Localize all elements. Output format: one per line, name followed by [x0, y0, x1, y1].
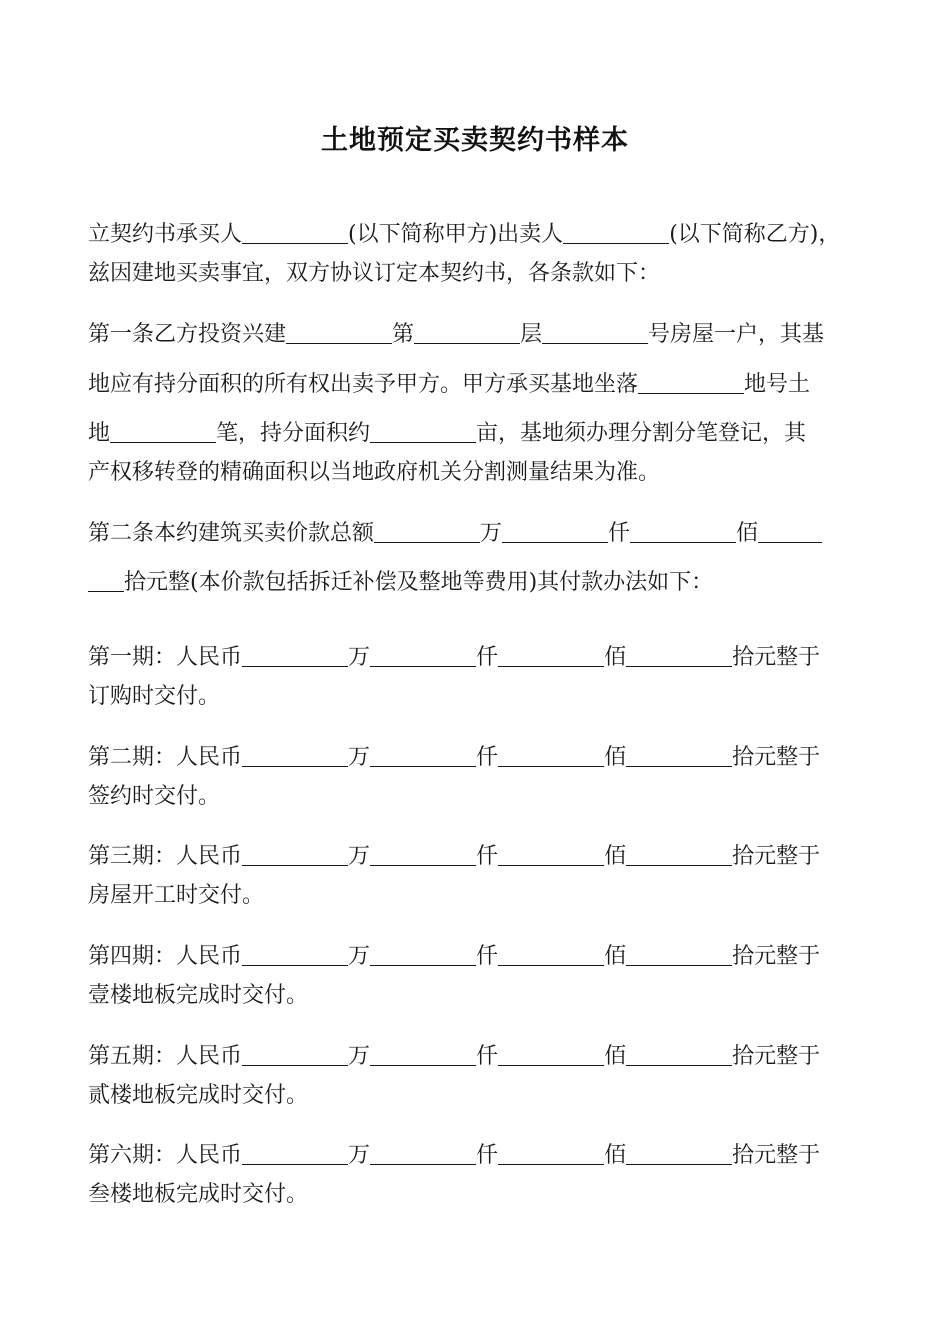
fill-blank: [374, 520, 480, 543]
fill-blank: [242, 644, 348, 667]
fill-blank: [242, 843, 348, 866]
installment-when: 签约时交付。: [88, 784, 221, 809]
fill-blank: [370, 1043, 476, 1066]
unit-text: 佰: [604, 1044, 627, 1069]
unit-text: 仟: [476, 645, 499, 670]
fill-blank: [626, 744, 732, 767]
article1-line-3: [88, 419, 878, 449]
unit-text: 佰: [604, 745, 627, 770]
article1-text: 第: [392, 322, 415, 347]
article1-text: 地: [88, 421, 111, 446]
intro-line-1: [88, 220, 878, 250]
unit-text: 拾元整于: [732, 1044, 821, 1069]
installment-when: 壹楼地板完成时交付。: [88, 983, 309, 1008]
unit-text: 万: [348, 844, 371, 869]
intro-text: 兹因建地买卖事宜，双方协议订定本契约书，各条款如下：: [88, 261, 661, 286]
article1-text: 产权移转登的精确面积以当地政府机关分割测量结果为准。: [88, 460, 661, 485]
fill-blank: [502, 520, 608, 543]
article1-line-4: [88, 458, 878, 488]
fill-blank: [626, 843, 732, 866]
fill-blank: [370, 1142, 476, 1165]
fill-blank: [626, 644, 732, 667]
fill-blank: [626, 1142, 732, 1165]
fill-blank: [370, 744, 476, 767]
fill-blank: [370, 943, 476, 966]
installment-label: 第六期：: [88, 1143, 177, 1168]
unit-text: 人民币: [176, 944, 243, 969]
article1-text: 第一条乙方投资兴建: [88, 322, 287, 347]
installment-6-line-2: [88, 1180, 878, 1210]
fill-blank: [626, 943, 732, 966]
installment-4-line-1: [88, 942, 878, 972]
installment-2-line-2: [88, 782, 878, 812]
article2-text: 佰: [736, 521, 759, 546]
unit-text: 人民币: [176, 645, 243, 670]
installment-2-line-1: [88, 743, 878, 773]
installment-5-line-2: [88, 1081, 878, 1111]
article1-text: 层: [520, 322, 543, 347]
unit-text: 万: [348, 1143, 371, 1168]
installment-when: 贰楼地板完成时交付。: [88, 1083, 309, 1108]
unit-text: 拾元整于: [732, 745, 821, 770]
unit-text: 人民币: [176, 1044, 243, 1069]
unit-text: 佰: [604, 1143, 627, 1168]
intro-text: (以下简称甲方)出卖人: [348, 222, 564, 247]
article2-line-1: [88, 519, 878, 549]
unit-text: 佰: [604, 645, 627, 670]
fill-blank: [370, 843, 476, 866]
buyer-name-blank: [242, 221, 348, 244]
article1-text: 地应有持分面积的所有权出卖予甲方。甲方承买基地坐落: [88, 372, 639, 397]
article2-text: 第二条本约建筑买卖价款总额: [88, 521, 375, 546]
seller-name-blank: [563, 221, 669, 244]
installment-3-line-2: [88, 881, 878, 911]
unit-text: 拾元整于: [732, 944, 821, 969]
article1-line-1: [88, 320, 878, 350]
installment-label: 第四期：: [88, 944, 177, 969]
fill-blank: [242, 1142, 348, 1165]
intro-text: (以下简称乙方)，: [669, 222, 841, 247]
fill-blank: [498, 1142, 604, 1165]
installment-3-line-1: [88, 842, 878, 872]
fill-blank: [88, 569, 124, 592]
installment-when: 叁楼地板完成时交付。: [88, 1182, 309, 1207]
unit-text: 万: [348, 1044, 371, 1069]
unit-text: 仟: [476, 745, 499, 770]
article2-text: 万: [480, 521, 503, 546]
unit-text: 仟: [476, 1143, 499, 1168]
installment-label: 第三期：: [88, 844, 177, 869]
fill-blank: [498, 943, 604, 966]
fill-blank: [630, 520, 736, 543]
intro-line-2: [88, 259, 878, 289]
unit-text: 仟: [476, 944, 499, 969]
installment-5-line-1: [88, 1042, 878, 1072]
fill-blank: [242, 744, 348, 767]
fill-blank: [542, 321, 648, 344]
fill-blank: [242, 1043, 348, 1066]
article1-text: 亩，基地须办理分割分笔登记，其: [476, 421, 807, 446]
installment-label: 第二期：: [88, 745, 177, 770]
installment-1-line-1: [88, 643, 878, 673]
fill-blank: [758, 520, 822, 543]
unit-text: 佰: [604, 944, 627, 969]
unit-text: 人民币: [176, 745, 243, 770]
article1-text: 号房屋一户，其基: [648, 322, 825, 347]
fill-blank: [498, 644, 604, 667]
document-title: 土地预定买卖契约书样本: [321, 125, 629, 156]
unit-text: 仟: [476, 1044, 499, 1069]
fill-blank: [414, 321, 520, 344]
installment-4-line-2: [88, 981, 878, 1011]
fill-blank: [638, 371, 744, 394]
article1-text: 地号土: [744, 372, 811, 397]
fill-blank: [498, 1043, 604, 1066]
intro-text: 立契约书承买人: [88, 222, 243, 247]
fill-blank: [370, 420, 476, 443]
article2-line-2: [88, 568, 878, 598]
unit-text: 仟: [476, 844, 499, 869]
installment-1-line-2: [88, 682, 878, 712]
fill-blank: [626, 1043, 732, 1066]
unit-text: 人民币: [176, 1143, 243, 1168]
installment-label: 第一期：: [88, 645, 177, 670]
fill-blank: [498, 744, 604, 767]
installment-when: 房屋开工时交付。: [88, 883, 265, 908]
fill-blank: [242, 943, 348, 966]
unit-text: 拾元整于: [732, 844, 821, 869]
unit-text: 万: [348, 645, 371, 670]
fill-blank: [286, 321, 392, 344]
unit-text: 佰: [604, 844, 627, 869]
fill-blank: [110, 420, 216, 443]
installment-6-line-1: [88, 1141, 878, 1171]
unit-text: 人民币: [176, 844, 243, 869]
unit-text: 拾元整于: [732, 645, 821, 670]
unit-text: 万: [348, 944, 371, 969]
unit-text: 万: [348, 745, 371, 770]
article1-text: 笔，持分面积约: [216, 421, 371, 446]
article1-line-2: [88, 370, 878, 400]
installment-when: 订购时交付。: [88, 684, 221, 709]
article2-text: 仟: [608, 521, 631, 546]
fill-blank: [498, 843, 604, 866]
installment-label: 第五期：: [88, 1044, 177, 1069]
fill-blank: [370, 644, 476, 667]
article2-text: 拾元整(本价款包括拆迁补偿及整地等费用)其付款办法如下：: [124, 570, 714, 595]
unit-text: 拾元整于: [732, 1143, 821, 1168]
